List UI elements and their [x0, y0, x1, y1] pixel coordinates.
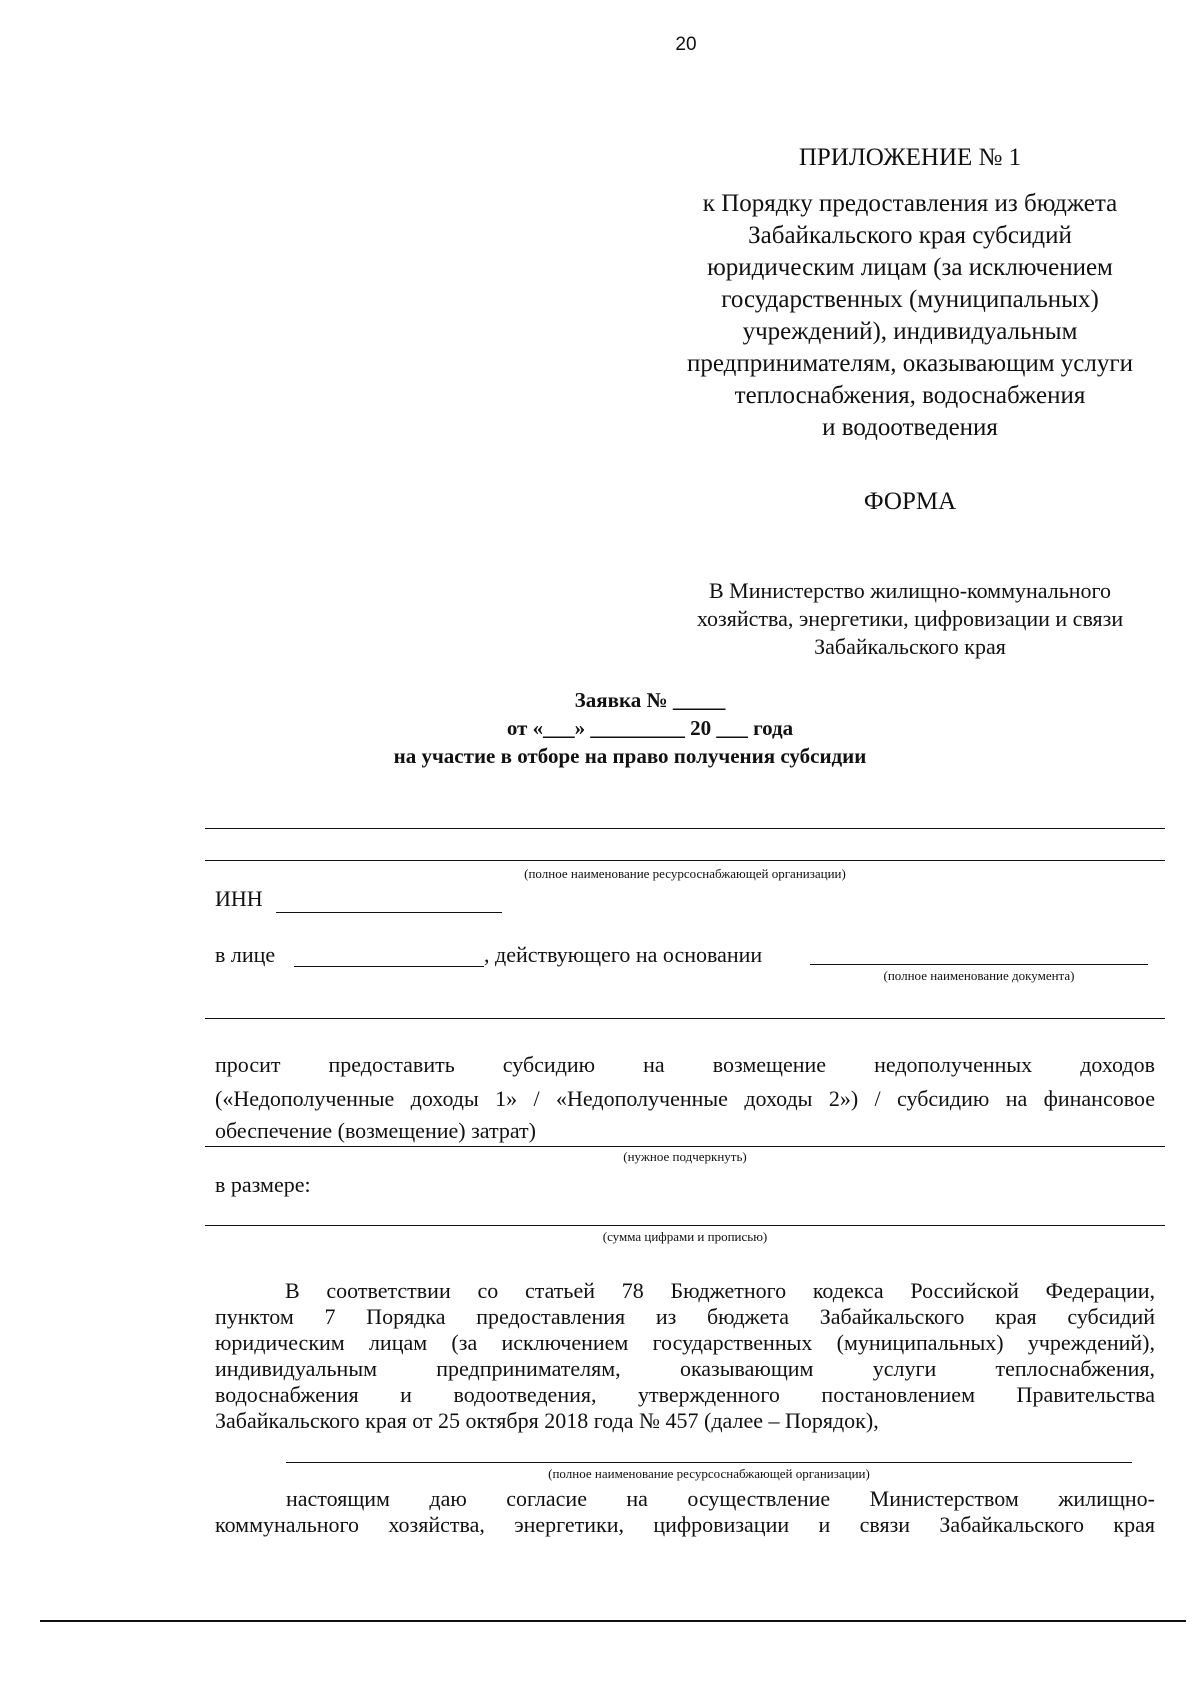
request-line-1: просит предоставить субсидию на возмещение недополученных доходов [215, 1052, 1155, 1077]
appendix-line: учреждений), индивидуальным [742, 318, 1078, 345]
person-basis-label: , действующего на основании [484, 942, 763, 967]
appendix-line: и водоотведения [822, 414, 998, 441]
form-label: ФОРМА [863, 488, 957, 515]
org-name-field-2[interactable] [286, 1462, 1132, 1463]
paragraph-line: В соответствии со статьей 78 Бюджетного кодекса Российской Федерации, [285, 1278, 1155, 1303]
request-line-2: («Недополученные доходы 1» / «Недополученные доходы 2») / субсидию на финансовое [215, 1086, 1155, 1111]
extra-line[interactable] [205, 1018, 1165, 1019]
body-paragraph [215, 1278, 1155, 1434]
appendix-line: предпринимателям, оказывающим услуги [687, 350, 1133, 377]
consent-line-2: коммунального хозяйства, энергетики, цифровизации и связи Забайкальского края [215, 1512, 1155, 1537]
paragraph-line: юридическим лицам (за исключением государственных (муниципальных) учреждений), [215, 1330, 1155, 1355]
application-title: Заявка № _____ [574, 688, 726, 712]
appendix-text [640, 188, 1180, 444]
request-line-3: обеспечение (возмещение) затрат) [215, 1118, 536, 1143]
org-name-caption: (полное наименование ресурсоснабжающей организации) [524, 866, 846, 881]
amount-field[interactable] [205, 1225, 1165, 1226]
addressee-line: Забайкальского края [814, 634, 1006, 659]
org-name-caption-2: (полное наименование ресурсоснабжающей организации) [548, 1466, 870, 1481]
paragraph-line: водоснабжения и водоотведения, утвержденного постановлением Правительства [215, 1382, 1155, 1407]
page-bottom-rule [40, 1620, 1186, 1622]
appendix-line: к Порядку предоставления из бюджета [702, 190, 1118, 217]
appendix-title: ПРИЛОЖЕНИЕ № 1 [798, 144, 1022, 171]
appendix-line: Забайкальского края субсидий [748, 222, 1072, 249]
addressee-block [640, 577, 1180, 661]
org-name-line-2[interactable] [205, 860, 1165, 861]
amount-label: в размере: [215, 1172, 311, 1197]
application-date-line: от «___» _________ 20 ___ года [506, 716, 794, 740]
addressee-line: хозяйства, энергетики, цифровизации и связи [696, 606, 1124, 631]
person-name-field[interactable] [294, 966, 484, 967]
paragraph-line: пунктом 7 Порядка предоставления из бюджета Забайкальского края субсидий [215, 1304, 1155, 1329]
request-underline[interactable] [205, 1146, 1165, 1147]
appendix-line: юридическим лицам (за исключением [707, 254, 1113, 281]
person-prefix: в лице [215, 942, 276, 967]
basis-document-field[interactable] [810, 964, 1148, 965]
addressee-line: В Министерство жилищно-коммунального [708, 578, 1112, 603]
inn-label: ИНН [215, 886, 263, 911]
consent-line-1: настоящим даю согласие на осуществление Министерством жилищно- [286, 1486, 1155, 1511]
appendix-line: теплоснабжения, водоснабжения [734, 382, 1086, 409]
application-subtitle: на участие в отборе на право получения субсидии [393, 744, 867, 768]
underline-caption: (нужное подчеркнуть) [623, 1149, 747, 1164]
inn-field[interactable] [276, 912, 502, 913]
appendix-line: государственных (муниципальных) [721, 286, 1099, 313]
document-caption: (полное наименование документа) [883, 968, 1075, 983]
paragraph-line: индивидуальным предпринимателям, оказывающим услуги теплоснабжения, [215, 1356, 1155, 1381]
amount-caption: (сумма цифрами и прописью) [602, 1229, 768, 1244]
page-number: 20 [675, 34, 697, 55]
paragraph-line: Забайкальского края от 25 октября 2018 года № 457 (далее – Порядок), [215, 1408, 879, 1433]
org-name-line-1[interactable] [205, 828, 1165, 829]
